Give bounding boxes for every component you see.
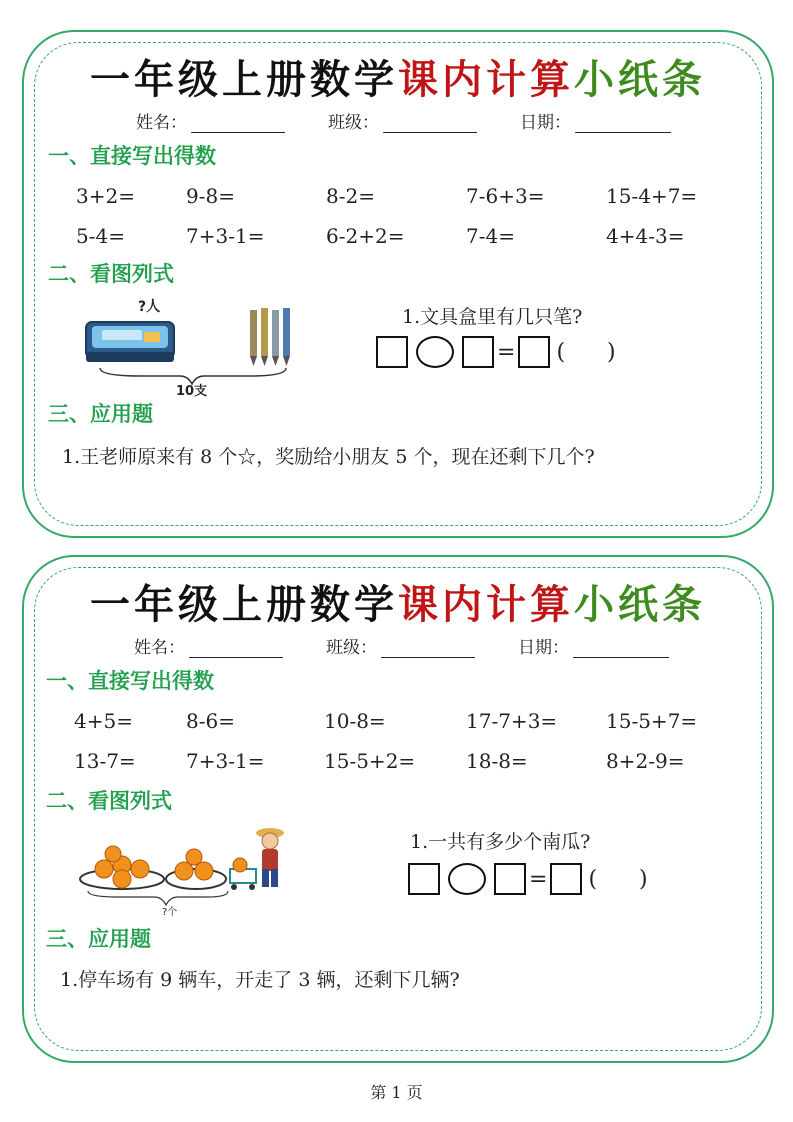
date-field[interactable] — [520, 108, 671, 133]
name-label: 姓名： — [136, 113, 187, 133]
title-part-green: 小纸条 — [574, 56, 706, 103]
answer-boxes — [376, 336, 616, 368]
answer-box[interactable] — [550, 863, 582, 895]
answer-boxes — [408, 863, 648, 895]
problem: 15-4+7= — [606, 184, 698, 208]
class-label: 班级： — [326, 638, 377, 658]
name-blank[interactable] — [191, 116, 285, 133]
problem: 7+3-1= — [186, 749, 265, 773]
date-field[interactable] — [518, 633, 669, 658]
operator-circle[interactable] — [416, 336, 454, 368]
application-question: 1.王老师原来有 8 个☆，奖励给小朋友 5 个，现在还剩下几个? — [62, 446, 595, 468]
section-heading-2: 二、看图列式 — [46, 788, 172, 813]
problem: 3+2= — [76, 184, 135, 208]
class-field[interactable] — [328, 108, 477, 133]
problem: 4+5= — [74, 709, 133, 733]
equals-sign: = — [529, 866, 548, 892]
unit-blank[interactable]: ( ) — [556, 339, 616, 365]
name-field[interactable] — [136, 108, 285, 133]
name-field[interactable] — [134, 633, 283, 658]
section-heading-3: 三、应用题 — [48, 401, 153, 426]
worksheet-card-1 — [22, 30, 774, 538]
problem: 15-5+7= — [606, 709, 698, 733]
application-question: 1.停车场有 9 辆车，开走了 3 辆，还剩下几辆? — [60, 969, 460, 991]
pencils-icon — [250, 308, 290, 366]
operator-circle[interactable] — [448, 863, 486, 895]
problem: 15-5+2= — [324, 749, 416, 773]
problem: 6-2+2= — [326, 224, 405, 248]
equals-sign: = — [497, 339, 516, 365]
title-part-red: 课内计算 — [398, 581, 574, 628]
answer-box[interactable] — [408, 863, 440, 895]
picture-question: 1.文具盒里有几只笔? — [402, 306, 583, 328]
problem: 9-8= — [186, 184, 235, 208]
section-heading-1: 一、直接写出得数 — [46, 668, 214, 693]
class-label: 班级： — [328, 113, 379, 133]
picture-bottom-label: 10支 — [176, 384, 208, 399]
date-label: 日期： — [518, 638, 569, 658]
answer-box[interactable] — [376, 336, 408, 368]
title-part-green: 小纸条 — [574, 581, 706, 628]
problem: 8-6= — [186, 709, 235, 733]
problem: 8-2= — [326, 184, 375, 208]
worksheet-card-2 — [22, 555, 774, 1063]
class-blank[interactable] — [381, 641, 475, 658]
problem: 17-7+3= — [466, 709, 558, 733]
answer-box[interactable] — [462, 336, 494, 368]
title-part-black: 一年级上册数学 — [90, 56, 398, 103]
date-blank[interactable] — [573, 641, 669, 658]
section-heading-1: 一、直接写出得数 — [48, 143, 216, 168]
answer-box[interactable] — [494, 863, 526, 895]
section-heading-2: 二、看图列式 — [48, 261, 174, 286]
date-blank[interactable] — [575, 116, 671, 133]
brace-icon — [88, 891, 228, 905]
name-label: 姓名： — [134, 638, 185, 658]
problem: 18-8= — [466, 749, 528, 773]
unit-blank[interactable]: ( ) — [588, 866, 648, 892]
problem: 8+2-9= — [606, 749, 685, 773]
title-part-red: 课内计算 — [398, 56, 574, 103]
problem: 13-7= — [74, 749, 136, 773]
picture-pencil-case — [80, 292, 310, 399]
card-title — [24, 48, 772, 105]
date-label: 日期： — [520, 113, 571, 133]
picture-top-label: ?人 — [138, 299, 161, 315]
picture-pumpkins — [78, 819, 288, 919]
name-blank[interactable] — [189, 641, 283, 658]
problem: 7-6+3= — [466, 184, 545, 208]
card-title — [24, 573, 772, 630]
class-field[interactable] — [326, 633, 475, 658]
title-part-black: 一年级上册数学 — [90, 581, 398, 628]
class-blank[interactable] — [383, 116, 477, 133]
section-heading-3: 三、应用题 — [46, 926, 151, 951]
problem: 7+3-1= — [186, 224, 265, 248]
farmer-cart-icon — [230, 828, 284, 890]
problem: 5-4= — [76, 224, 125, 248]
problem: 4+4-3= — [606, 224, 685, 248]
picture-question: 1.一共有多少个南瓜? — [410, 831, 591, 853]
answer-box[interactable] — [518, 336, 550, 368]
problem: 10-8= — [324, 709, 386, 733]
pumpkin-plate-icon — [78, 819, 288, 919]
problem: 7-4= — [466, 224, 515, 248]
pencil-case-icon — [80, 292, 310, 392]
picture-bottom-label: ?个 — [162, 907, 178, 918]
page-number: 第 1 页 — [370, 1083, 423, 1102]
